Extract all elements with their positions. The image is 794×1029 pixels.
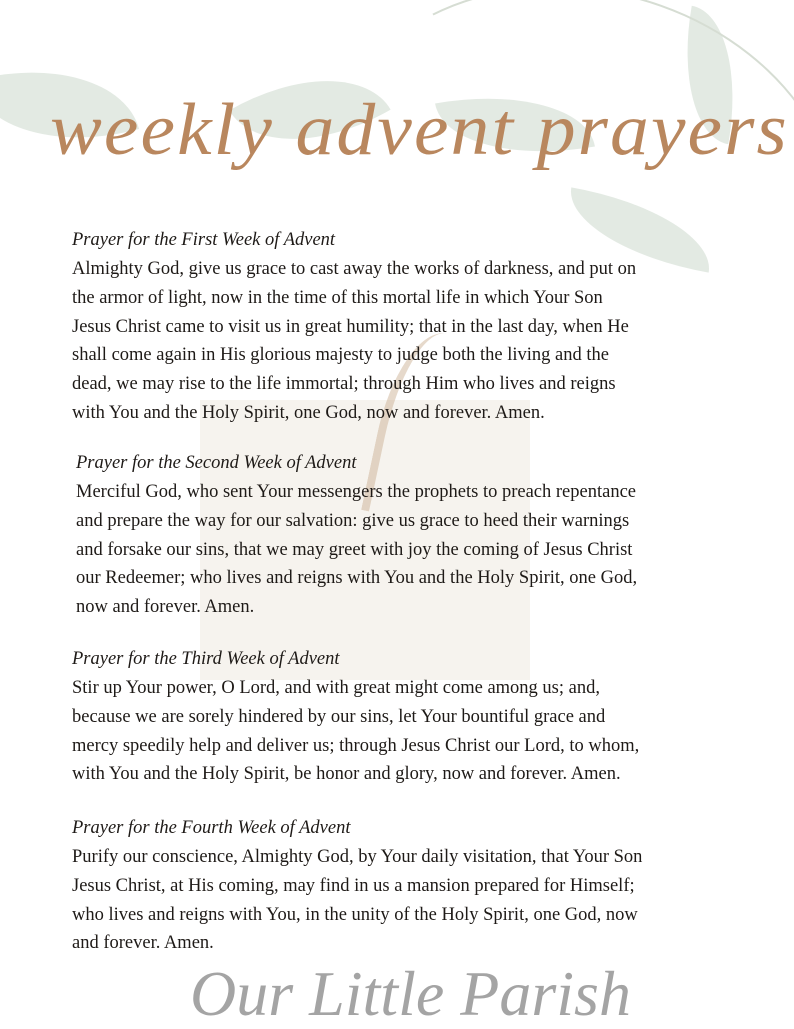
prayer-heading: Prayer for the First Week of Advent [72, 230, 336, 250]
prayer-second-week [76, 449, 637, 622]
prayer-line: because we are sorely hindered by our sins, let Your bountiful grace and [72, 706, 606, 727]
prayer-line: mercy speedily help and deliver us; through Jesus Christ our Lord, to whom, [72, 735, 640, 756]
prayer-line: and forsake our sins, that we may greet with joy the coming of Jesus Christ [76, 539, 633, 560]
prayer-line: with You and the Holy Spirit, one God, now and forever. Amen. [72, 402, 545, 423]
prayer-line: our Redeemer; who lives and reigns with You and the Holy Spirit, one God, [76, 568, 638, 589]
prayer-heading: Prayer for the Third Week of Advent [72, 649, 340, 669]
prayer-line: Merciful God, who sent Your messengers the prophets to preach repentance [76, 482, 636, 502]
prayer-first-week [72, 226, 636, 428]
prayer-line: Jesus Christ, at His coming, may find in us a mansion prepared for Himself; [72, 875, 635, 896]
prayer-line: shall come again in His glorious majesty to judge both the living and the [72, 345, 609, 366]
watermark-text: Our Little Parish [190, 958, 631, 1029]
prayer-line: the armor of light, now in the time of this mortal life in which Your Son [72, 287, 603, 308]
prayer-line: now and forever. Amen. [76, 597, 255, 618]
prayer-line: Stir up Your power, O Lord, and with great might come among us; and, [72, 678, 600, 698]
prayer-line: Purify our conscience, Almighty God, by Your daily visitation, that Your Son [72, 847, 643, 867]
prayer-line: Almighty God, give us grace to cast away the works of darkness, and put on [72, 259, 637, 279]
prayer-line: Jesus Christ came to visit us in great humility; that in the last day, when He [72, 316, 629, 337]
prayer-heading: Prayer for the Fourth Week of Advent [72, 818, 351, 838]
prayer-third-week [72, 645, 639, 789]
page-title: weekly advent prayers [50, 89, 789, 171]
prayer-line: with You and the Holy Spirit, be honor and glory, now and forever. Amen. [72, 764, 621, 785]
prayer-heading: Prayer for the Second Week of Advent [76, 453, 357, 473]
prayer-line: and forever. Amen. [72, 933, 214, 954]
prayer-line: who lives and reigns with You, in the unity of the Holy Spirit, one God, now [72, 904, 638, 925]
prayer-line: and prepare the way for our salvation: give us grace to heed their warnings [76, 510, 630, 531]
prayer-fourth-week [72, 814, 642, 958]
prayer-line: dead, we may rise to the life immortal; through Him who lives and reigns [72, 374, 616, 395]
